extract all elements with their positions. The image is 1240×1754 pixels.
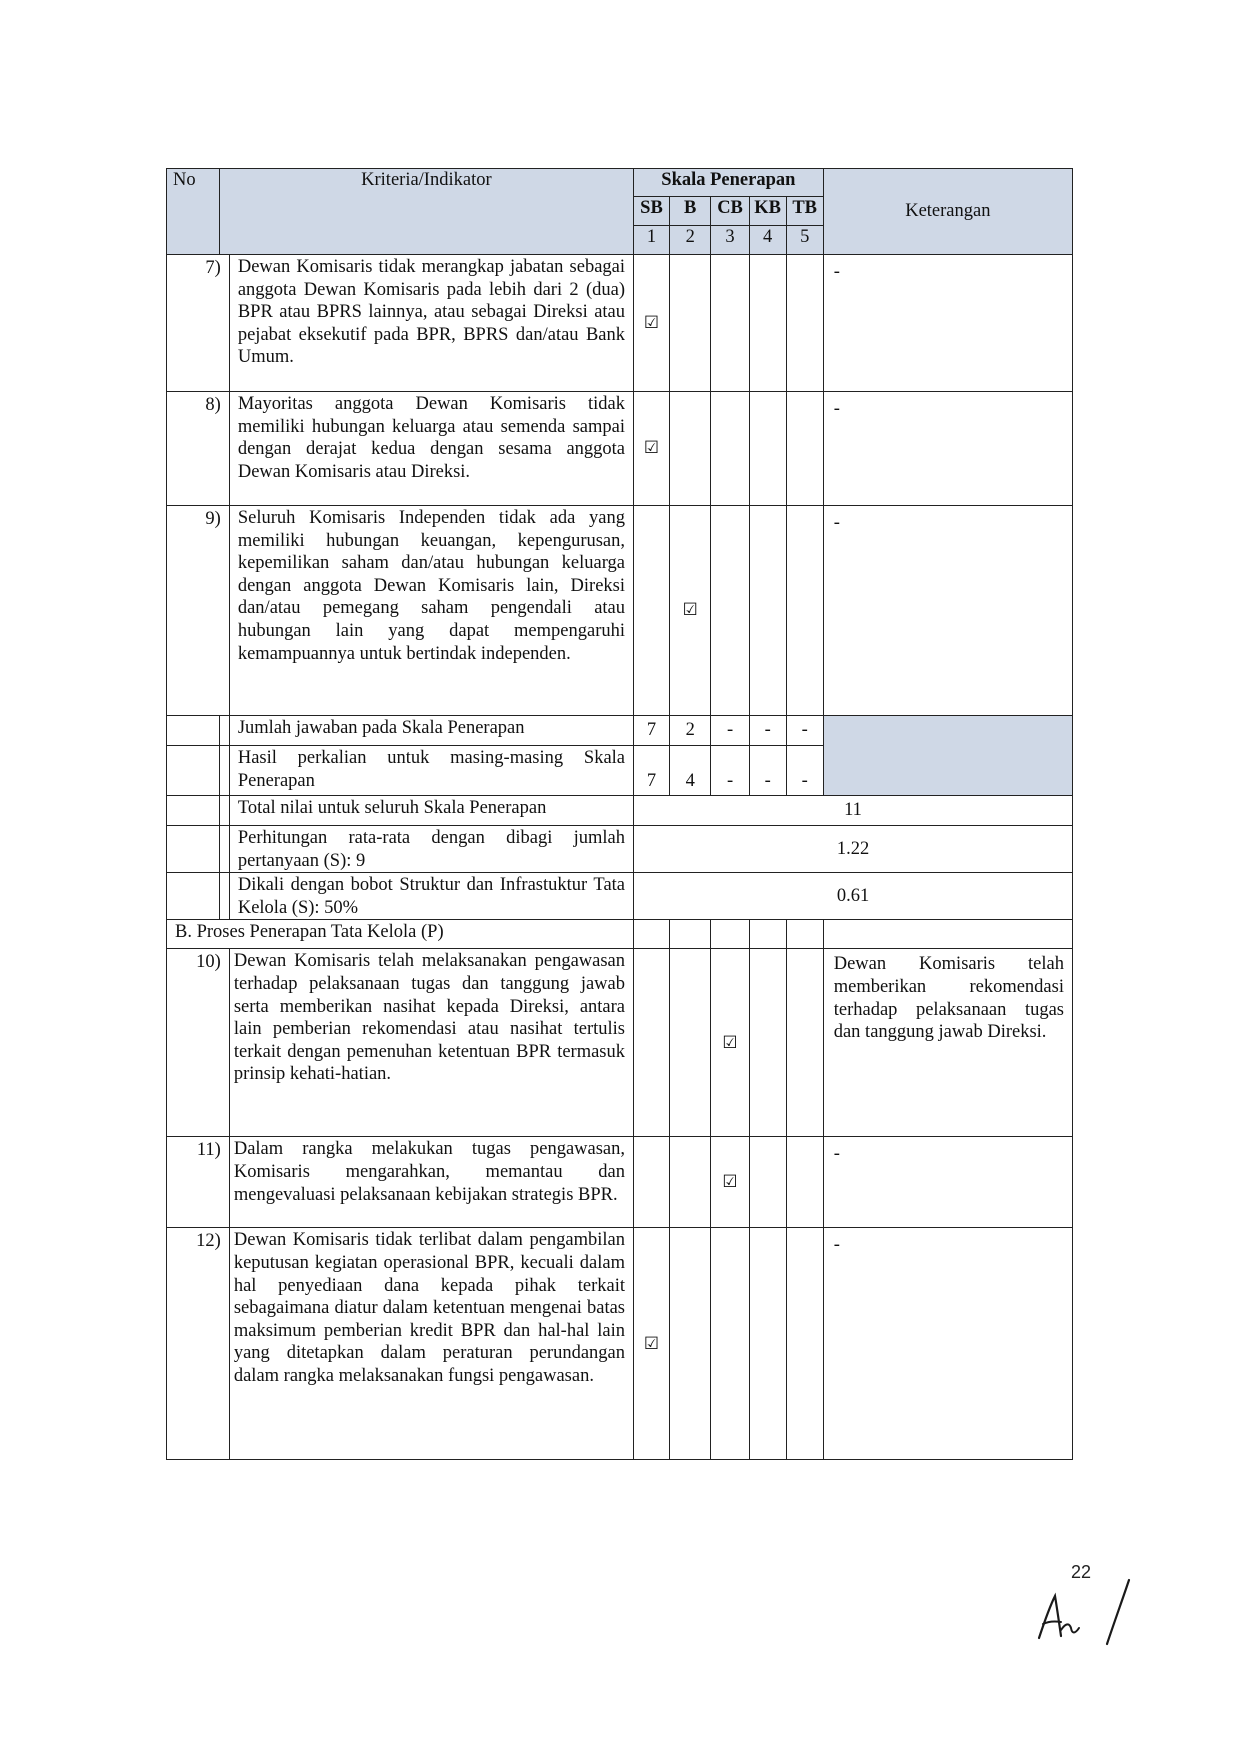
row-keterangan: - — [823, 1137, 1072, 1228]
row-criteria: Dewan Komisaris telah melaksanakan pengawasan terhadap pelaksanaan tugas dan tanggung jawab serta memberikan nasihat kepada Direksi, antara lain pemberian rekomendasi atau nasihat tertulis terkait dengan pemenuhan ketentuan BPR termasuk prinsip kehati-hatian. — [229, 949, 633, 1137]
empty-cell — [634, 506, 670, 716]
row-keterangan: Dewan Komisaris telah memberikan rekomendasi terhadap pelaksanaan tugas dan tanggung jawab Direksi. — [823, 949, 1072, 1137]
checkbox-icon: ☑ — [711, 1137, 749, 1228]
header-code-kb: KB — [749, 197, 786, 226]
summary-rata-row — [167, 826, 1073, 873]
table-row — [167, 1137, 1073, 1228]
empty-cell — [786, 1228, 823, 1460]
checkbox-icon: ☑ — [634, 392, 670, 506]
empty-cell — [167, 826, 220, 873]
empty-cell — [711, 506, 749, 716]
empty-cell — [669, 920, 711, 949]
header-code-sb: SB — [634, 197, 670, 226]
summary-value: 7 — [634, 746, 670, 796]
empty-cell — [749, 392, 786, 506]
summary-label: Hasil perkalian untuk masing-masing Skala Penerapan — [229, 746, 633, 796]
empty-cell — [711, 392, 749, 506]
empty-cell — [669, 1228, 711, 1460]
summary-value: - — [711, 746, 749, 796]
empty-cell — [749, 255, 786, 392]
row-criteria: Dalam rangka melakukan tugas pengawasan, Komisaris mengarahkan, memantau dan mengevaluasi pelaksanaan kebijakan strategis BPR. — [229, 1137, 633, 1228]
checkbox-icon: ☑ — [634, 255, 670, 392]
empty-cell — [167, 746, 220, 796]
row-number: 8) — [167, 392, 230, 506]
header-no: No — [167, 169, 220, 255]
empty-cell — [219, 826, 229, 873]
table-row — [167, 506, 1073, 716]
empty-cell — [749, 920, 786, 949]
header-number-1: 1 — [634, 226, 670, 255]
empty-cell — [749, 949, 786, 1137]
header-code-tb: TB — [786, 197, 823, 226]
summary-value: - — [749, 746, 786, 796]
checkbox-icon: ☑ — [669, 506, 711, 716]
summary-value: - — [786, 716, 823, 746]
table-row — [167, 1228, 1073, 1460]
empty-cell — [219, 716, 229, 746]
header-code-cb: CB — [711, 197, 749, 226]
empty-cell — [711, 920, 749, 949]
summary-value: - — [711, 716, 749, 746]
header-number-2: 2 — [669, 226, 711, 255]
empty-cell — [669, 1137, 711, 1228]
table-row — [167, 255, 1073, 392]
empty-cell — [786, 1137, 823, 1228]
empty-cell — [786, 949, 823, 1137]
empty-cell — [823, 920, 1072, 949]
empty-cell — [786, 506, 823, 716]
header-number-4: 4 — [749, 226, 786, 255]
summary-label: Jumlah jawaban pada Skala Penerapan — [229, 716, 633, 746]
empty-cell — [634, 920, 670, 949]
summary-bobot-row — [167, 873, 1073, 920]
header-number-5: 5 — [786, 226, 823, 255]
summary-value: - — [749, 716, 786, 746]
row-number: 12) — [167, 1228, 230, 1460]
table-row — [167, 949, 1073, 1137]
row-criteria: Mayoritas anggota Dewan Komisaris tidak memiliki hubungan keluarga atau semenda sampai dengan derajat kedua dengan sesama anggota Dewan Komisaris atau Direksi. — [229, 392, 633, 506]
empty-cell — [786, 255, 823, 392]
section-title: B. Proses Penerapan Tata Kelola (P) — [167, 920, 634, 949]
empty-cell — [749, 1228, 786, 1460]
empty-cell — [711, 255, 749, 392]
row-keterangan: - — [823, 255, 1072, 392]
empty-cell — [167, 796, 220, 826]
empty-cell — [167, 716, 220, 746]
summary-bobot-value: 0.61 — [634, 873, 1073, 920]
empty-cell — [786, 392, 823, 506]
empty-cell — [219, 873, 229, 920]
summary-jumlah-row — [167, 716, 1073, 746]
summary-label: Dikali dengan bobot Struktur dan Infrastuktur Tata Kelola (S): 50% — [229, 873, 633, 920]
row-number: 7) — [167, 255, 230, 392]
empty-cell — [669, 392, 711, 506]
checkbox-icon: ☑ — [634, 1228, 670, 1460]
empty-cell — [669, 949, 711, 1137]
empty-cell — [219, 796, 229, 826]
header-skala-penerapan: Skala Penerapan — [634, 169, 824, 197]
table-header-row — [167, 169, 1073, 197]
empty-cell — [749, 506, 786, 716]
empty-cell — [749, 1137, 786, 1228]
row-number: 9) — [167, 506, 230, 716]
header-kriteria: Kriteria/Indikator — [219, 169, 633, 255]
row-criteria: Dewan Komisaris tidak terlibat dalam pengambilan keputusan kegiatan operasional BPR, kecuali dalam hal penyediaan dana kepada pihak terkait sebagaimana diatur dalam ketentuan mengenai batas maksimum pemberian kredit BPR dan hal-hal lain yang ditetapkan dalam peraturan perundangan dalam rangka melaksanakan fungsi pengawasan. — [229, 1228, 633, 1460]
empty-cell — [711, 1228, 749, 1460]
empty-cell — [669, 255, 711, 392]
header-number-3: 3 — [711, 226, 749, 255]
row-number: 11) — [167, 1137, 230, 1228]
summary-label: Total nilai untuk seluruh Skala Penerapan — [229, 796, 633, 826]
empty-cell — [634, 1137, 670, 1228]
empty-cell — [634, 949, 670, 1137]
row-keterangan: - — [823, 392, 1072, 506]
header-code-b: B — [669, 197, 711, 226]
row-criteria: Dewan Komisaris tidak merangkap jabatan sebagai anggota Dewan Komisaris pada lebih dari 2 (dua) BPR atau BPRS lainnya, atau sebagai Direksi atau pejabat eksekutif pada BPR, BPRS dan/atau Bank Umum. — [229, 255, 633, 392]
shaded-cell — [823, 716, 1072, 796]
row-keterangan: - — [823, 506, 1072, 716]
checkbox-icon: ☑ — [711, 949, 749, 1137]
empty-cell — [167, 873, 220, 920]
summary-rata-value: 1.22 — [634, 826, 1073, 873]
empty-cell — [786, 920, 823, 949]
summary-value: - — [786, 746, 823, 796]
header-keterangan: Keterangan — [823, 169, 1072, 255]
table-row — [167, 392, 1073, 506]
page-number: 22 — [1071, 1562, 1092, 1582]
summary-label: Perhitungan rata-rata dengan dibagi jumlah pertanyaan (S): 9 — [229, 826, 633, 873]
summary-value: 7 — [634, 716, 670, 746]
row-number: 10) — [167, 949, 230, 1137]
empty-cell — [219, 746, 229, 796]
summary-value: 4 — [669, 746, 711, 796]
summary-total-row — [167, 796, 1073, 826]
row-criteria: Seluruh Komisaris Independen tidak ada yang memiliki hubungan keuangan, kepengurusan, kepemilikan saham dan/atau hubungan keluarga dengan anggota Dewan Komisaris lain, Direksi dan/atau pemegang saham pengendali atau hubungan lain yang dapat mempengaruhi kemampuannya untuk bertindak independen. — [229, 506, 633, 716]
section-b-row — [167, 920, 1073, 949]
summary-value: 2 — [669, 716, 711, 746]
row-keterangan: - — [823, 1228, 1072, 1460]
assessment-table — [166, 168, 1073, 1460]
summary-total-value: 11 — [634, 796, 1073, 826]
